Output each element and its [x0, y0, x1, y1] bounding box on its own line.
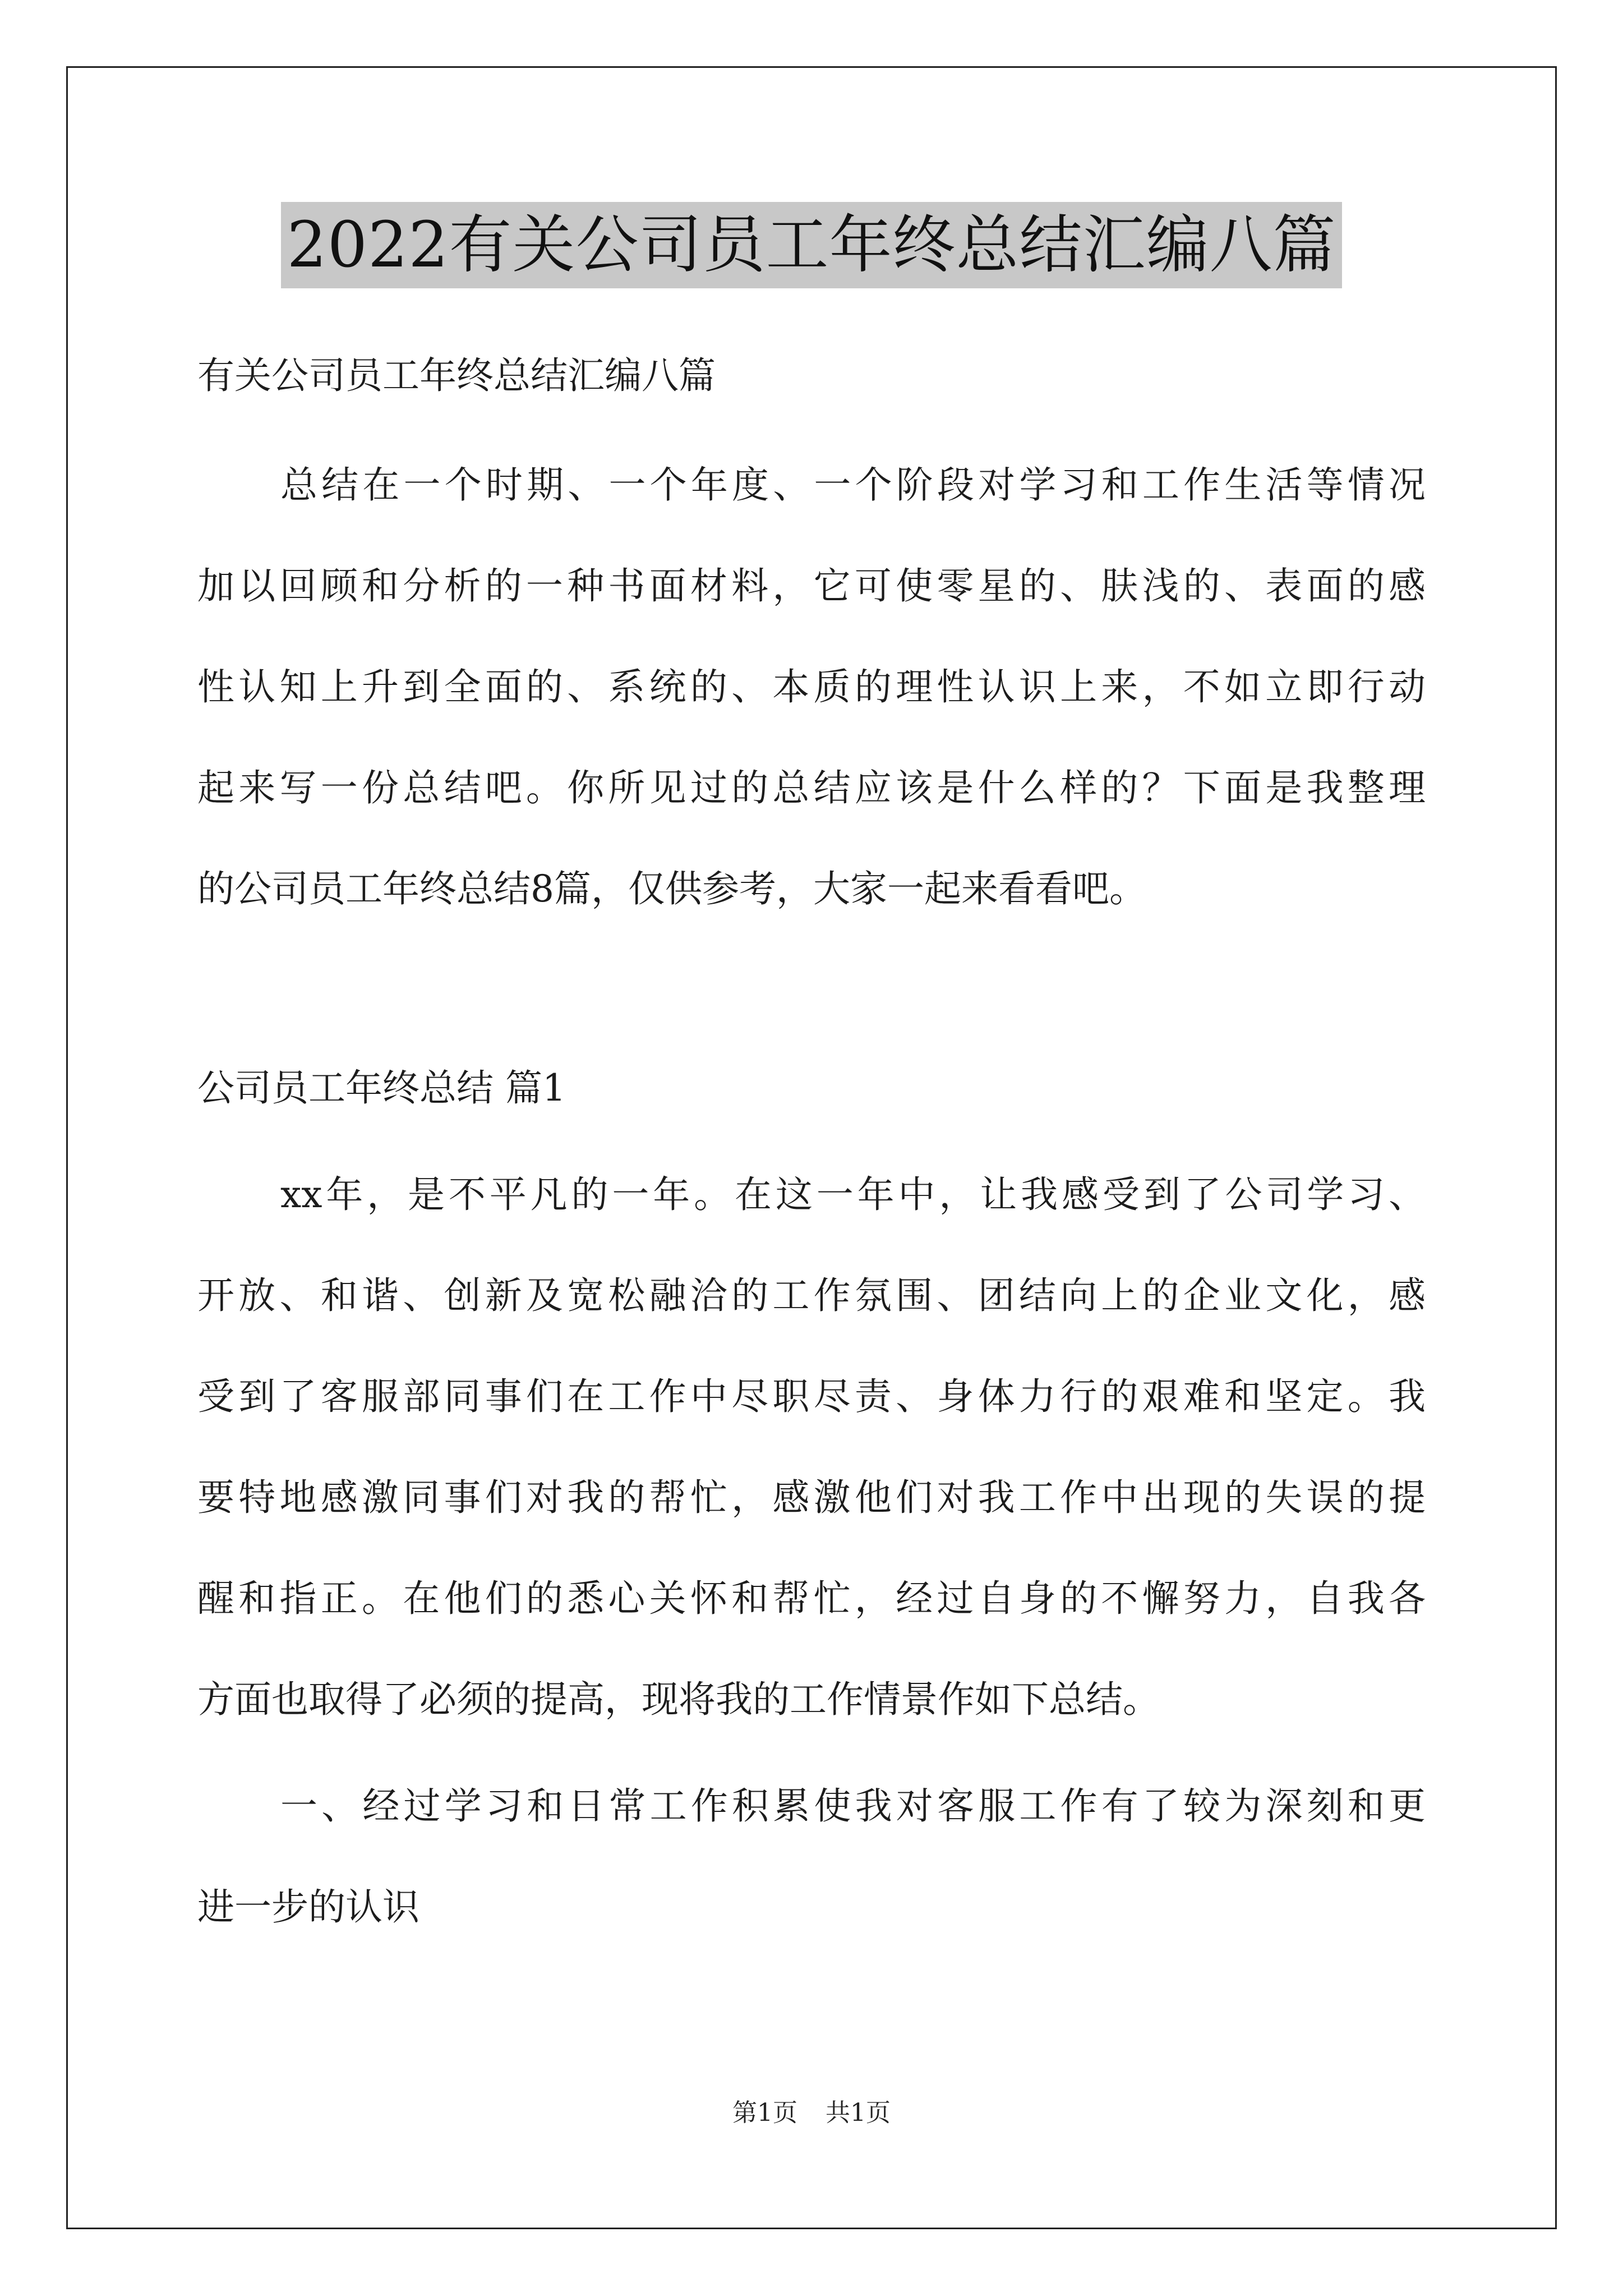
title-container — [0, 202, 1623, 288]
intro-line-3: 性认知上升到全面的、系统的、本质的理性认识上来，不如立即行动 — [197, 665, 1426, 708]
page-total: 共1页 — [826, 2099, 891, 2127]
body-line-4: 要特地感激同事们对我的帮忙，感激他们对我工作中出现的失误的提 — [197, 1476, 1426, 1519]
section-heading: 公司员工年终总结 篇1 — [197, 1066, 566, 1110]
intro-line-1: 总结在一个时期、一个年度、一个阶段对学习和工作生活等情况 — [280, 463, 1426, 507]
body-line-5: 醒和指正。在他们的悉心关怀和帮忙，经过自身的不懈努力，自我各 — [197, 1577, 1426, 1620]
body-line-1: xx年，是不平凡的一年。在这一年中，让我感受到了公司学习、 — [280, 1173, 1426, 1216]
intro-line-4: 起来写一份总结吧。你所见过的总结应该是什么样的？下面是我整理 — [197, 766, 1426, 809]
body-line-2: 开放、和谐、创新及宽松融洽的工作氛围、团结向上的企业文化，感 — [197, 1274, 1426, 1317]
page-footer — [0, 2098, 1623, 2128]
document-subtitle: 有关公司员工年终总结汇编八篇 — [197, 354, 716, 397]
body-line-6: 方面也取得了必须的提高，现将我的工作情景作如下总结。 — [197, 1678, 1160, 1721]
intro-line-2: 加以回顾和分析的一种书面材料，它可使零星的、肤浅的、表面的感 — [197, 564, 1426, 608]
body-line-3: 受到了客服部同事们在工作中尽职尽责、身体力行的艰难和坚定。我 — [197, 1375, 1426, 1418]
document-title: 2022有关公司员工年终总结汇编八篇 — [281, 202, 1341, 288]
point-line-2: 进一步的认识 — [197, 1885, 419, 1929]
page-number: 第1页 — [732, 2099, 797, 2127]
point-line-1: 一、经过学习和日常工作积累使我对客服工作有了较为深刻和更 — [280, 1784, 1426, 1828]
intro-line-5: 的公司员工年终总结8篇，仅供参考，大家一起来看看吧。 — [197, 867, 1146, 910]
